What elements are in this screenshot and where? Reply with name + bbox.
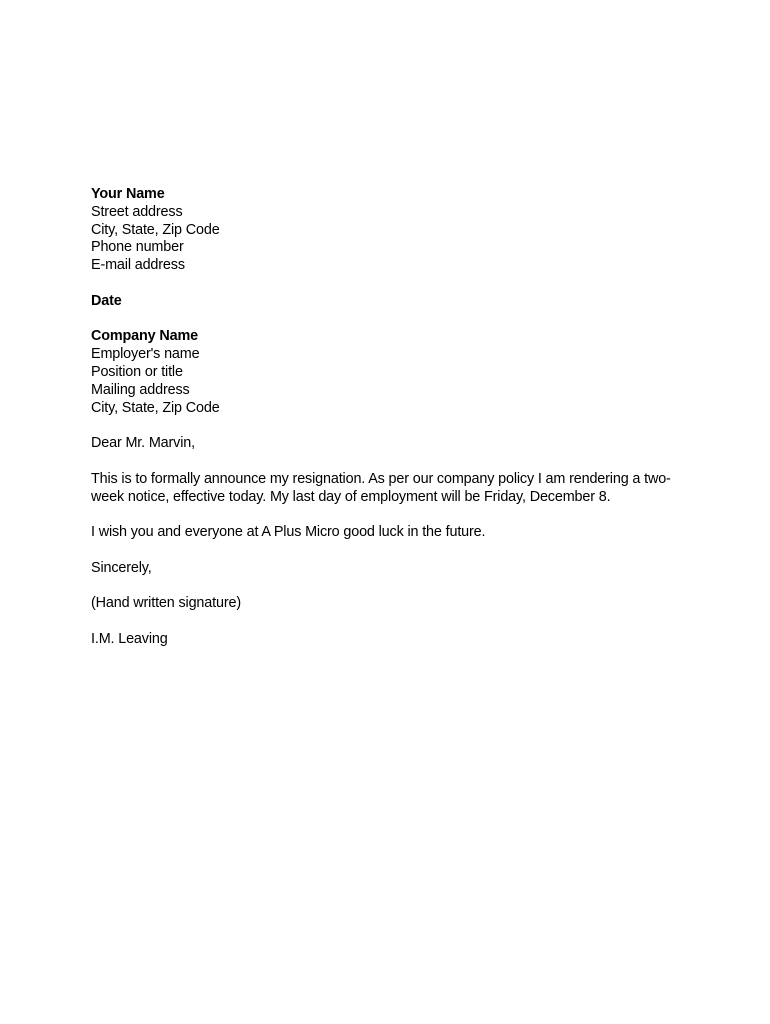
salutation: Dear Mr. Marvin, (91, 435, 195, 452)
recipient-position: Position or title (91, 363, 183, 380)
resignation-letter (91, 186, 691, 667)
sender-email: E-mail address (91, 257, 185, 274)
signature-block (91, 595, 691, 613)
sender-phone: Phone number (91, 239, 184, 256)
sender-block (91, 186, 691, 275)
sender-street: Street address (91, 203, 183, 220)
body-paragraph: I wish you and everyone at A Plus Micro good luck in the future. (91, 524, 486, 541)
signer-block (91, 631, 691, 649)
recipient-block (91, 328, 691, 417)
body-paragraph: This is to formally announce my resignation. As per our company policy I am rendering a two-week notice, effective today. My last day of employment will be Friday, December 8. (91, 470, 671, 505)
salutation-block (91, 435, 691, 453)
date-block (91, 293, 691, 311)
closing-block (91, 560, 691, 578)
sender-city-state-zip: City, State, Zip Code (91, 221, 220, 238)
letter-date: Date (91, 292, 122, 309)
recipient-company: Company Name (91, 328, 198, 345)
closing: Sincerely, (91, 559, 152, 576)
signer-name: I.M. Leaving (91, 630, 168, 647)
signature-placeholder: (Hand written signature) (91, 595, 241, 612)
recipient-mailing-address: Mailing address (91, 381, 190, 398)
recipient-employer: Employer's name (91, 346, 200, 363)
sender-name: Your Name (91, 186, 165, 202)
recipient-city-state-zip: City, State, Zip Code (91, 399, 220, 416)
